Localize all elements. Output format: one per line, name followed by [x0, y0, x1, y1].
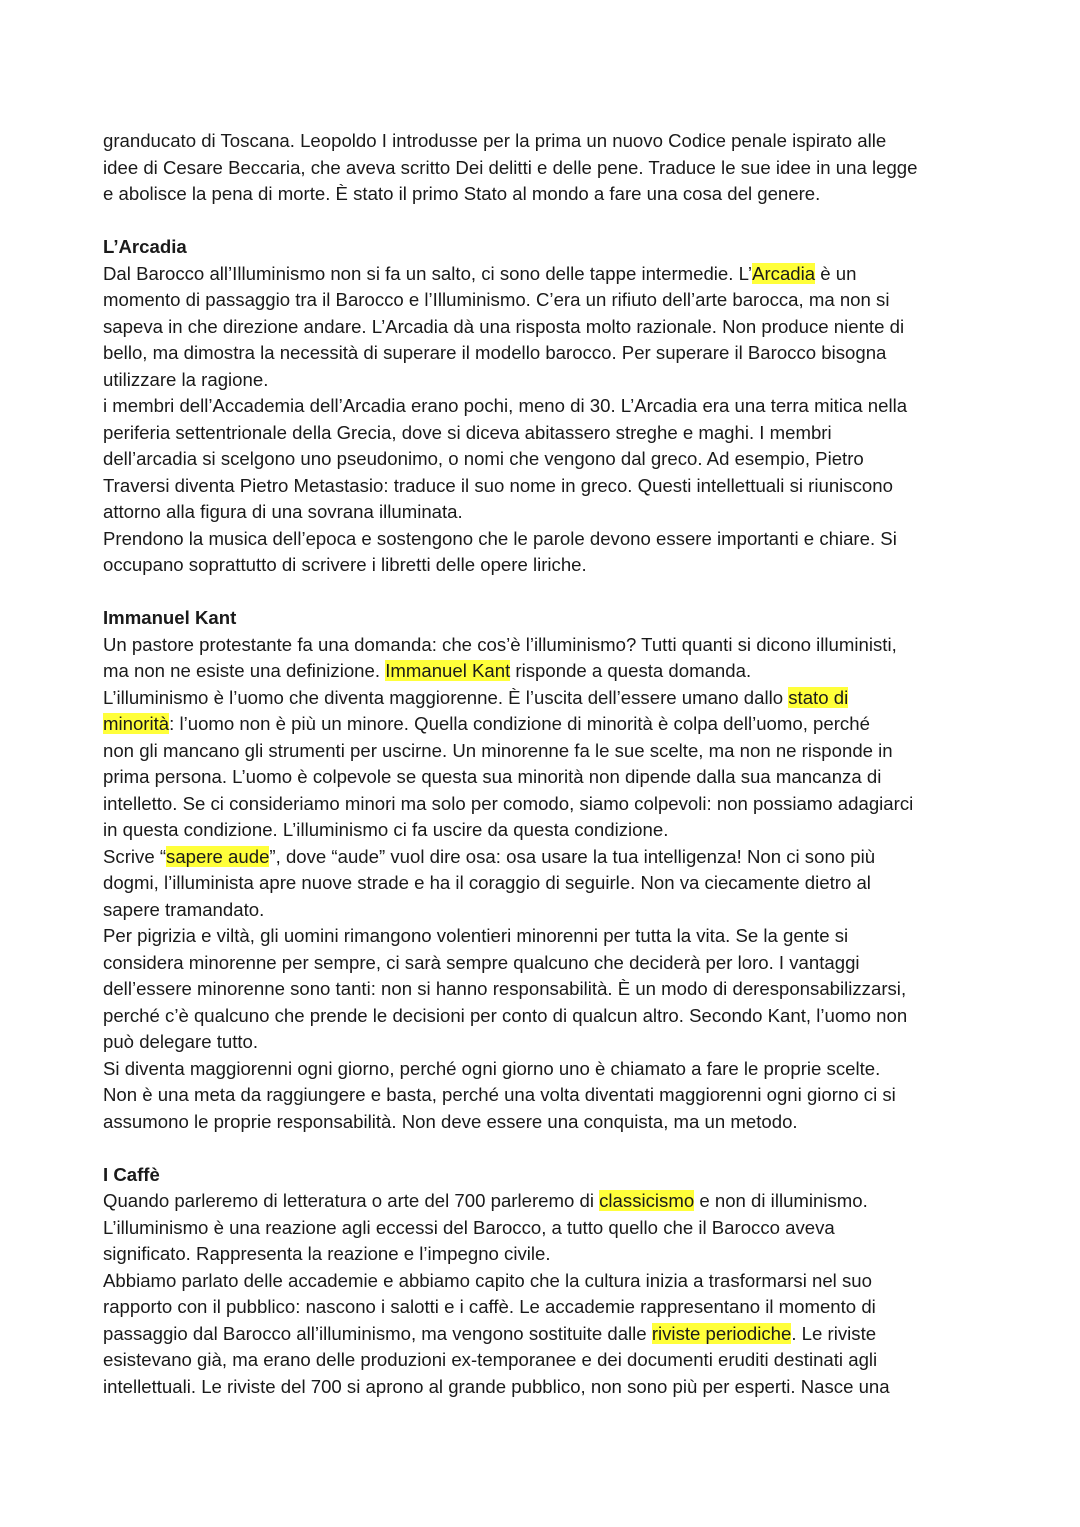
text-line: in questa condizione. L’illuminismo ci fa uscire da questa condizione.: [103, 819, 669, 840]
text-line: Quando parleremo di letteratura o arte del 700 parleremo di classicismo e non di illuminismo.: [103, 1190, 868, 1211]
text-line: e abolisce la pena di morte. È stato il primo Stato al mondo a fare una cosa del genere.: [103, 183, 821, 204]
text-line: i membri dell’Accademia dell’Arcadia erano pochi, meno di 30. L’Arcadia era una terra mitica nella: [103, 395, 908, 416]
text-line: prima persona. L’uomo è colpevole se questa sua minorità non dipende dalla sua mancanza di: [103, 766, 882, 787]
text-line: considera minorenne per sempre, ci sarà sempre qualcuno che deciderà per loro. I vantaggi: [103, 951, 860, 973]
spacer: [103, 208, 993, 235]
highlight: riviste periodiche: [651, 1322, 792, 1344]
text-line: Abbiamo parlato delle accademie e abbiamo capito che la cultura inizia a trasformarsi nel suo: [103, 1269, 872, 1291]
text-line: minorità: l’uomo non è più un minore. Quella condizione di minorità è colpa dell’uomo, perché: [103, 713, 870, 734]
text-line: bello, ma dimostra la necessità di superare il modello barocco. Per superare il Barocco bisogna: [103, 342, 887, 363]
highlight: Immanuel Kant: [385, 660, 511, 681]
text-line: significato. Rappresenta la reazione e l’impegno civile.: [103, 1243, 551, 1264]
text-line: L’illuminismo è l’uomo che diventa maggiorenne. È l’uscita dell’essere umano dallo stato di: [103, 686, 849, 708]
highlight: stato di: [788, 686, 849, 708]
text-line: periferia settentrionale della Grecia, dove si diceva abitassero streghe e maghi. I membri: [103, 421, 832, 443]
text-line: occupano soprattutto di scrivere i libretti delle opere liriche.: [103, 554, 587, 575]
text-line: Un pastore protestante fa una domanda: che cos’è l’illuminismo? Tutti quanti si dicono illuministi,: [103, 633, 897, 655]
highlight: Arcadia: [752, 262, 816, 284]
text-line: rapporto con il pubblico: nascono i salotti e i caffè. Le accademie rappresentano il momento di: [103, 1296, 876, 1317]
text-line: dogmi, l’illuminista apre nuove strade e ha il coraggio di seguirle. Non va ciecamente dietro al: [103, 872, 871, 893]
highlight: minorità: [103, 713, 170, 734]
text-line: utilizzare la ragione.: [103, 368, 269, 390]
text-line: Si diventa maggiorenni ogni giorno, perché ogni giorno uno è chiamato a fare le proprie scelte.: [103, 1057, 881, 1079]
text-line: ma non ne esiste una definizione. Immanuel Kant risponde a questa domanda.: [103, 660, 752, 681]
section-heading: I Caffè: [103, 1163, 160, 1185]
text-line: dell’essere minorenne sono tanti: non si hanno responsabilità. È un modo di deresponsabilizzarsi,: [103, 978, 907, 999]
section-arcadia: [103, 234, 993, 579]
text-line: Per pigrizia e viltà, gli uomini rimangono volentieri minorenni per tutta la vita. Se la gente si: [103, 925, 849, 946]
highlight: sapere aude: [166, 845, 270, 867]
text-line: idee di Cesare Beccaria, che aveva scritto Dei delitti e delle pene. Traduce le sue idee in una legge: [103, 156, 918, 178]
spacer: [103, 579, 993, 606]
text-line: sapere tramandato.: [103, 898, 265, 920]
text-line: passaggio dal Barocco all’illuminismo, ma vengono sostituite dalle riviste periodiche. Le riviste: [103, 1322, 877, 1344]
text-line: perché c’è qualcuno che prende le decisioni per conto di qualcun altro. Secondo Kant, l’uomo non: [103, 1004, 908, 1026]
text-line: esistevano già, ma erano delle produzioni ex-temporanee e dei documenti eruditi destinati agli: [103, 1349, 878, 1370]
text-line: assumono le proprie responsabilità. Non deve essere una conquista, ma un metodo.: [103, 1110, 798, 1132]
text-line: intelletto. Se ci consideriamo minori ma solo per comodo, siamo colpevoli: non possiamo adagiarci: [103, 792, 914, 814]
text-line: Scrive “sapere aude”, dove “aude” vuol dire osa: osa usare la tua intelligenza! Non ci sono più: [103, 845, 876, 867]
document-page: [103, 128, 993, 1400]
text-line: Dal Barocco all’Illuminismo non si fa un salto, ci sono delle tappe intermedie. L’Arcadia è un: [103, 262, 857, 284]
text-line: Traversi diventa Pietro Metastasio: traduce il suo nome in greco. Questi intellettuali si riuniscono: [103, 474, 893, 496]
intro-paragraph: [103, 128, 993, 208]
text-line: sapeva in che direzione andare. L’Arcadia dà una risposta molto razionale. Non produce niente di: [103, 315, 905, 337]
section-heading: Immanuel Kant: [103, 607, 237, 628]
spacer: [103, 1135, 993, 1162]
text-line: momento di passaggio tra il Barocco e l’Illuminismo. C’era un rifiuto dell’arte barocca, ma non si: [103, 289, 890, 310]
text-line: Non è una meta da raggiungere e basta, perché una volta diventati maggiorenni ogni giorno ci si: [103, 1084, 896, 1105]
text-line: dell’arcadia si scelgono uno pseudonimo, o nomi che vengono dal greco. Ad esempio, Pietro: [103, 448, 864, 469]
text-line: attorno alla figura di una sovrana illuminata.: [103, 501, 463, 522]
section-caffe: [103, 1162, 993, 1401]
text-line: L’illuminismo è una reazione agli eccessi del Barocco, a tutto quello che il Barocco aveva: [103, 1216, 835, 1238]
highlight: classicismo: [599, 1190, 695, 1211]
text-line: intellettuali. Le riviste del 700 si aprono al grande pubblico, non sono più per esperti. Nasce una: [103, 1375, 890, 1397]
section-kant: [103, 605, 993, 1135]
section-heading: L’Arcadia: [103, 236, 187, 257]
text-line: non gli mancano gli strumenti per uscirne. Un minorenne fa le sue scelte, ma non ne risponde in: [103, 739, 893, 761]
text-line: può delegare tutto.: [103, 1031, 259, 1052]
text-line: Prendono la musica dell’epoca e sostengono che le parole devono essere importanti e chiare. Si: [103, 527, 897, 549]
text-line: granducato di Toscana. Leopoldo I introdusse per la prima un nuovo Codice penale ispirato alle: [103, 130, 887, 151]
